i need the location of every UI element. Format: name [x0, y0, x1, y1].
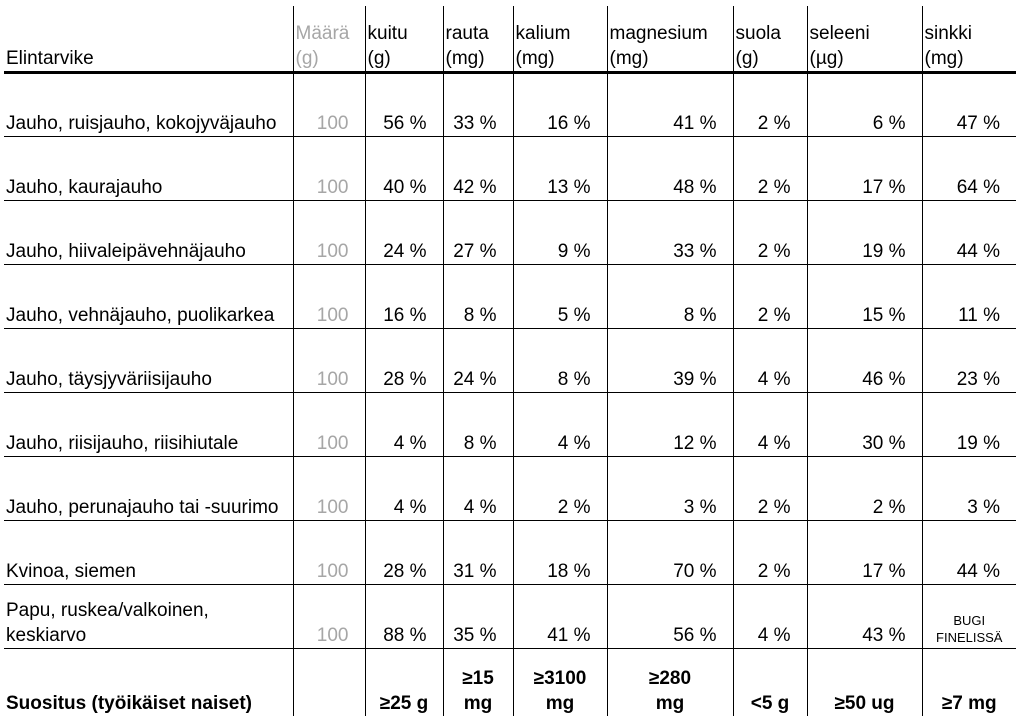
header-magnesium	[607, 6, 733, 72]
potassium-cell: 5 %	[513, 264, 607, 328]
zinc-cell: 44 %	[922, 520, 1016, 584]
amount-cell: 100	[293, 392, 365, 456]
table-row	[4, 264, 1016, 328]
food-name: Jauho, täysjyväriisijauho	[4, 328, 293, 392]
potassium-cell: 8 %	[513, 328, 607, 392]
salt-cell: 4 %	[733, 392, 807, 456]
header-salt-label: suola	[735, 22, 781, 44]
fiber-cell: 88 %	[365, 584, 443, 648]
selenium-cell: 2 %	[807, 456, 922, 520]
header-salt	[733, 6, 807, 72]
iron-cell: 4 %	[443, 456, 513, 520]
amount-cell: 100	[293, 200, 365, 264]
magnesium-cell: 33 %	[607, 200, 733, 264]
recommendation-label: Suositus (työikäiset naiset)	[6, 693, 253, 714]
iron-cell: 35 %	[443, 584, 513, 648]
food-name: Jauho, perunajauho tai -suurimo	[4, 456, 293, 520]
table-row	[4, 200, 1016, 264]
food-name: Jauho, ruisjauho, kokojyväjauho	[4, 72, 293, 136]
amount-cell: 100	[293, 520, 365, 584]
potassium-cell: 9 %	[513, 200, 607, 264]
fiber-cell: 4 %	[365, 456, 443, 520]
header-fiber-label: kuitu	[367, 22, 408, 44]
salt-cell: 2 %	[733, 520, 807, 584]
header-magnesium-label: magnesium	[609, 22, 708, 44]
food-name: Jauho, vehnäjauho, puolikarkea	[4, 264, 293, 328]
header-potassium	[513, 6, 607, 72]
magnesium-cell: 39 %	[607, 328, 733, 392]
header-food-label: Elintarvike	[6, 47, 94, 69]
table-row	[4, 392, 1016, 456]
header-iron	[443, 6, 513, 72]
selenium-cell: 17 %	[807, 520, 922, 584]
header-fiber	[365, 6, 443, 72]
header-iron-label: rauta	[445, 22, 489, 44]
selenium-cell: 46 %	[807, 328, 922, 392]
amount-cell: 100	[293, 328, 365, 392]
recommendation-potassium-value: ≥3100	[533, 668, 587, 689]
fiber-cell: 28 %	[365, 328, 443, 392]
header-potassium-label: kalium	[515, 22, 571, 44]
iron-cell: 42 %	[443, 136, 513, 200]
food-name: Jauho, kaurajauho	[4, 136, 293, 200]
recommendation-fiber: ≥25 g	[365, 648, 443, 716]
header-food	[4, 6, 293, 72]
zinc-cell: 3 %	[922, 456, 1016, 520]
header-selenium-unit: (µg)	[809, 47, 844, 69]
food-name: Jauho, hiivaleipävehnäjauho	[4, 200, 293, 264]
potassium-cell: 18 %	[513, 520, 607, 584]
zinc-cell-note: BUGI FINELISSÄ	[922, 584, 1016, 648]
zinc-cell: 11 %	[922, 264, 1016, 328]
header-row	[4, 6, 1016, 72]
header-fiber-unit: (g)	[367, 47, 391, 69]
recommendation-salt: <5 g	[733, 648, 807, 716]
selenium-cell: 30 %	[807, 392, 922, 456]
salt-cell: 2 %	[733, 264, 807, 328]
amount-cell: 100	[293, 264, 365, 328]
amount-cell: 100	[293, 72, 365, 136]
magnesium-cell: 48 %	[607, 136, 733, 200]
magnesium-cell: 8 %	[607, 264, 733, 328]
salt-cell: 4 %	[733, 328, 807, 392]
zinc-cell: 19 %	[922, 392, 1016, 456]
table-row	[4, 328, 1016, 392]
food-name: Kvinoa, siemen	[4, 520, 293, 584]
potassium-cell: 2 %	[513, 456, 607, 520]
magnesium-cell: 3 %	[607, 456, 733, 520]
food-name: Papu, ruskea/valkoinen, keskiarvo	[4, 584, 293, 648]
header-selenium-label: seleeni	[809, 22, 870, 44]
selenium-cell: 15 %	[807, 264, 922, 328]
iron-cell: 8 %	[443, 392, 513, 456]
zinc-cell: 23 %	[922, 328, 1016, 392]
header-salt-unit: (g)	[735, 47, 759, 69]
nutrient-table	[4, 6, 1016, 716]
iron-cell: 24 %	[443, 328, 513, 392]
table-row	[4, 136, 1016, 200]
table-row	[4, 456, 1016, 520]
fiber-cell: 16 %	[365, 264, 443, 328]
potassium-cell: 16 %	[513, 72, 607, 136]
recommendation-row	[4, 648, 1016, 716]
recommendation-magnesium-unit: mg	[655, 693, 685, 714]
zinc-cell: 47 %	[922, 72, 1016, 136]
selenium-cell: 6 %	[807, 72, 922, 136]
food-name: Jauho, riisijauho, riisihiutale	[4, 392, 293, 456]
header-zinc-unit: (mg)	[924, 47, 964, 69]
recommendation-iron	[443, 648, 513, 716]
potassium-cell: 4 %	[513, 392, 607, 456]
header-amount	[293, 6, 365, 72]
iron-cell: 31 %	[443, 520, 513, 584]
recommendation-magnesium	[607, 648, 733, 716]
fiber-cell: 28 %	[365, 520, 443, 584]
header-magnesium-unit: (mg)	[609, 47, 649, 69]
recommendation-iron-unit: mg	[463, 693, 493, 714]
magnesium-cell: 41 %	[607, 72, 733, 136]
amount-cell: 100	[293, 584, 365, 648]
header-potassium-unit: (mg)	[515, 47, 555, 69]
magnesium-cell: 12 %	[607, 392, 733, 456]
table-row	[4, 584, 1016, 648]
recommendation-iron-value: ≥15	[462, 668, 494, 689]
iron-cell: 8 %	[443, 264, 513, 328]
iron-cell: 27 %	[443, 200, 513, 264]
zinc-cell: 44 %	[922, 200, 1016, 264]
iron-cell: 33 %	[443, 72, 513, 136]
selenium-cell: 43 %	[807, 584, 922, 648]
table-row	[4, 72, 1016, 136]
header-zinc	[922, 6, 1016, 72]
header-iron-unit: (mg)	[445, 47, 485, 69]
recommendation-potassium-unit: mg	[545, 693, 575, 714]
salt-cell: 2 %	[733, 136, 807, 200]
header-selenium	[807, 6, 922, 72]
recommendation-selenium: ≥50 ug	[807, 648, 922, 716]
recommendation-amount	[293, 648, 365, 716]
selenium-cell: 17 %	[807, 136, 922, 200]
recommendation-potassium	[513, 648, 607, 716]
fiber-cell: 4 %	[365, 392, 443, 456]
header-amount-unit: (g)	[295, 47, 319, 69]
recommendation-zinc: ≥7 mg	[922, 648, 1016, 716]
salt-cell: 2 %	[733, 456, 807, 520]
magnesium-cell: 56 %	[607, 584, 733, 648]
fiber-cell: 24 %	[365, 200, 443, 264]
selenium-cell: 19 %	[807, 200, 922, 264]
amount-cell: 100	[293, 136, 365, 200]
header-amount-label: Määrä	[295, 22, 350, 44]
zinc-cell: 64 %	[922, 136, 1016, 200]
header-zinc-label: sinkki	[924, 22, 973, 44]
potassium-cell: 13 %	[513, 136, 607, 200]
magnesium-cell: 70 %	[607, 520, 733, 584]
amount-cell: 100	[293, 456, 365, 520]
salt-cell: 2 %	[733, 72, 807, 136]
salt-cell: 2 %	[733, 200, 807, 264]
potassium-cell: 41 %	[513, 584, 607, 648]
table-row	[4, 520, 1016, 584]
salt-cell: 4 %	[733, 584, 807, 648]
recommendation-magnesium-value: ≥280	[648, 668, 692, 689]
fiber-cell: 56 %	[365, 72, 443, 136]
fiber-cell: 40 %	[365, 136, 443, 200]
